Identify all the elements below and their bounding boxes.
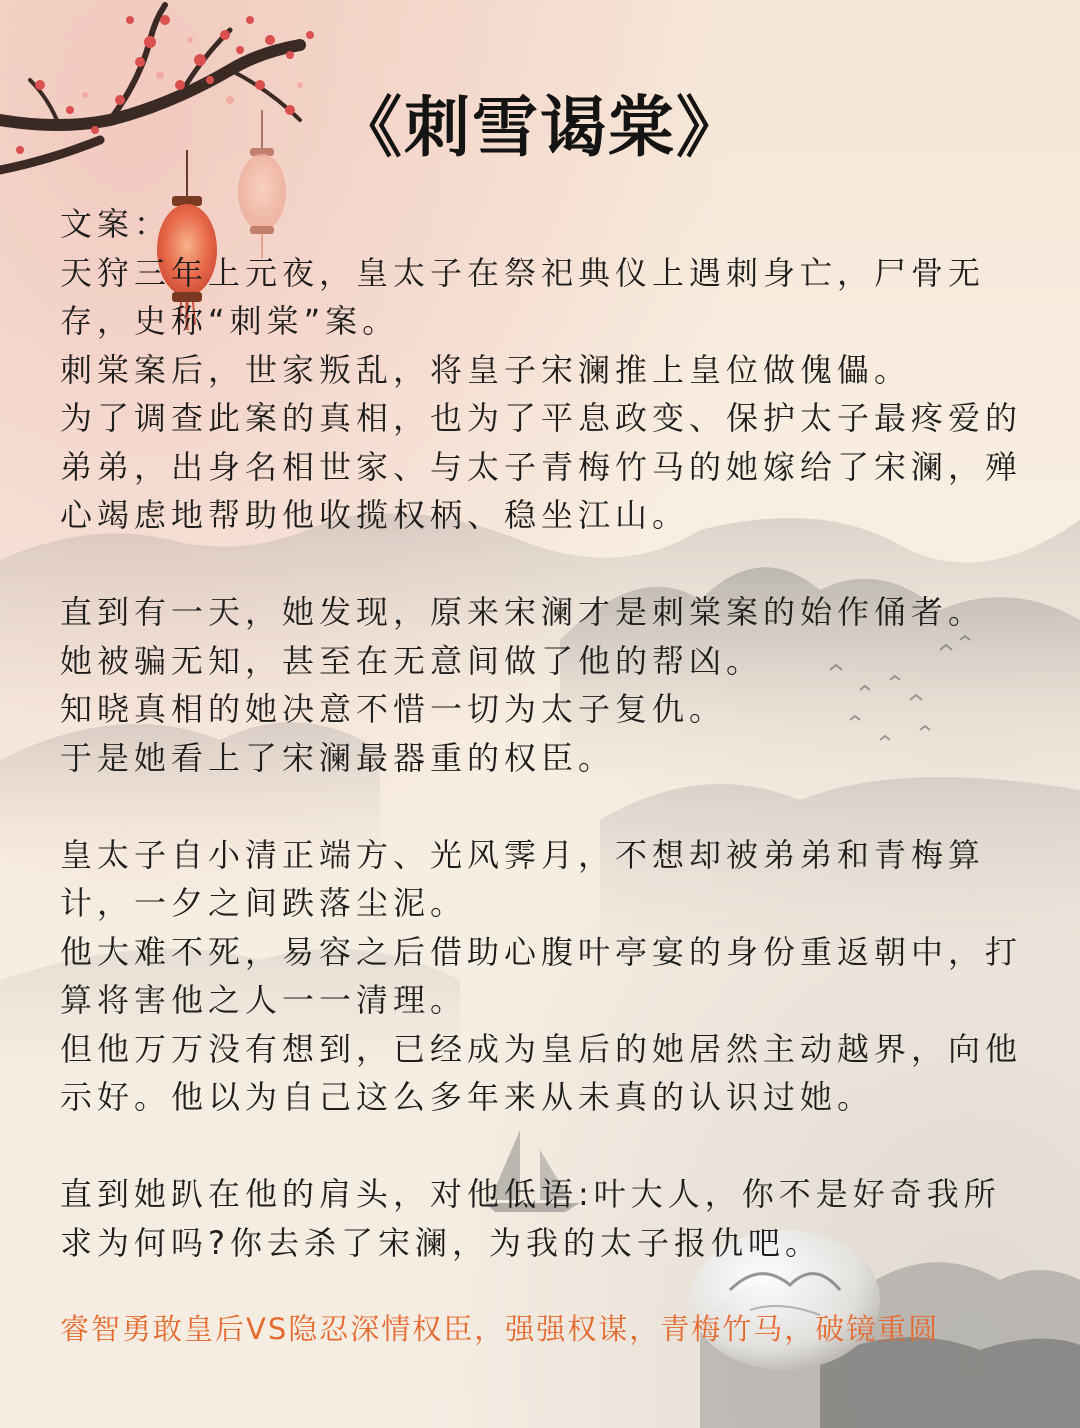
paragraph-gap	[60, 540, 1030, 589]
synopsis-paragraph: 于是她看上了宋澜最器重的权臣。	[60, 738, 616, 777]
synopsis-paragraph: 他大难不死，易容之后借助心腹叶亭宴的身份重返朝中，打算将害他之人一一清理。	[60, 932, 1023, 1019]
synopsis-paragraph: 她被骗无知，甚至在无意间做了他的帮凶。	[60, 641, 764, 680]
synopsis-paragraph: 天狩三年上元夜，皇太子在祭祀典仪上遇刺身亡，尸骨无存，史称“刺棠”案。	[60, 253, 986, 340]
synopsis-label: 文案：	[60, 205, 172, 243]
synopsis-paragraph: 但他万万没有想到，已经成为皇后的她居然主动越界，向他示好。他以为自己这么多年来从未真的认识过她。	[60, 1029, 1023, 1116]
synopsis	[60, 200, 1030, 1267]
synopsis-paragraph: 皇太子自小清正端方、光风霁月，不想却被弟弟和青梅算计，一夕之间跌落尘泥。	[60, 835, 986, 922]
tagline: 睿智勇敢皇后VS隐忍深情权臣，强强权谋，青梅竹马，破镜重圆	[60, 1312, 940, 1346]
paragraph-gap	[60, 1122, 1030, 1171]
synopsis-paragraph: 直到她趴在他的肩头，对他低语:叶大人，你不是好奇我所求为何吗?你去杀了宋澜，为我的太子报仇吧。	[60, 1175, 1001, 1262]
synopsis-paragraph: 刺棠案后，世家叛乱，将皇子宋澜推上皇位做傀儡。	[60, 350, 912, 389]
book-title: 《刺雪谒棠》	[336, 88, 744, 166]
paragraph-gap	[60, 782, 1030, 831]
synopsis-paragraph: 为了调查此案的真相，也为了平息政变、保护太子最疼爱的弟弟，出身名相世家、与太子青梅竹马的她嫁给了宋澜，殚心竭虑地帮助他收揽权柄、稳坐江山。	[60, 399, 1023, 534]
synopsis-paragraph: 知晓真相的她决意不惜一切为太子复仇。	[60, 690, 727, 728]
synopsis-paragraph: 直到有一天，她发现，原来宋澜才是刺棠案的始作俑者。	[60, 593, 986, 631]
